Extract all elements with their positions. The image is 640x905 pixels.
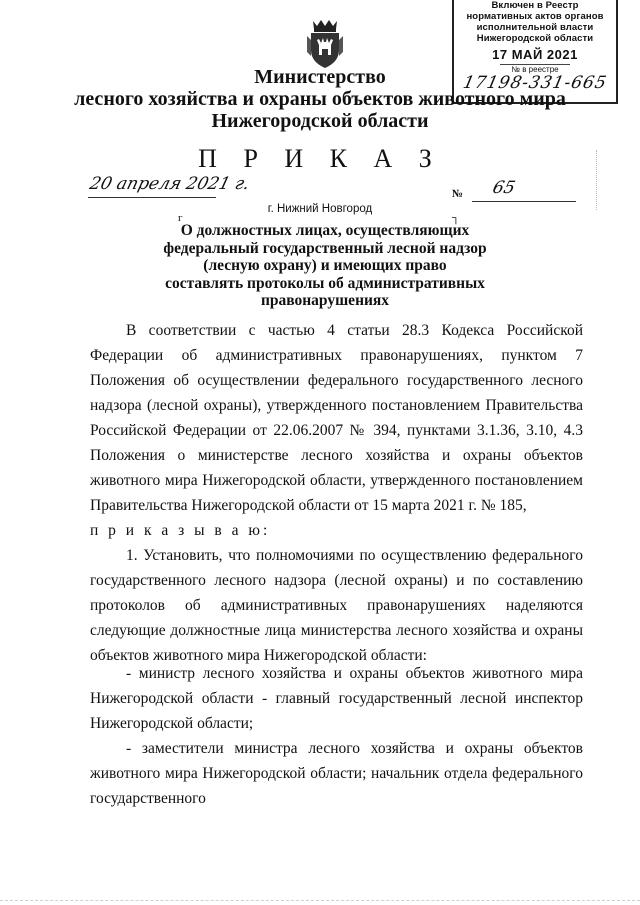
order-word: п р и к а з ы в а ю: xyxy=(90,522,271,539)
order-number-handwritten: 65 xyxy=(490,178,518,198)
stamp-registry-label: № в реестре xyxy=(500,64,570,74)
ministry-name-line-3: Нижегородской области xyxy=(211,110,429,132)
scan-edge-mark xyxy=(596,150,605,210)
document-type-title: П Р И К А З xyxy=(198,144,442,173)
coat-of-arms-icon xyxy=(305,18,345,70)
stamp-line-1: Включен в Реестр xyxy=(491,0,579,11)
subject-line-4: составлять протоколы об административных xyxy=(165,274,485,292)
city-line: г. Нижний Новгород xyxy=(267,203,373,215)
order-number-label: № xyxy=(452,188,464,200)
order-date-handwritten: 20 апреля 2021 г. xyxy=(87,174,252,194)
stamp-line-3: исполнительной власти xyxy=(476,22,594,33)
number-underline xyxy=(472,201,576,202)
subject-line-1: О должностных лицах, осуществляющих xyxy=(180,222,470,239)
subject-corner-left: г xyxy=(178,212,183,224)
subject-line-5: правонарушениях xyxy=(260,292,390,310)
stamp-date: 17 МАЙ 2021 xyxy=(492,47,578,62)
subject-corner-right: ┐ xyxy=(452,212,460,224)
ministry-name-line-2: лесного хозяйства и охраны объектов животного мира xyxy=(74,88,566,110)
ministry-name-line-1: Министерство xyxy=(254,66,386,88)
stamp-line-4: Нижегородской области xyxy=(476,33,594,44)
preamble-paragraph: В соответствии с частью 4 статьи 28.3 Кодекса Российской Федерации об административных правонарушениях, пунктом 7 Положения об осуществлении федерального государственного лесного надзора (лесной охраны), утвержденного постановлением Правительства Российской Федерации от 22.06.2007 № 394, пунктами 3.1.36, 3.10, 4.3 Положения о министерстве лесного хозяйства и охраны объектов животного мира Нижегородской области, утвержденного постановлением Правительства Нижегородской области от 15 марта 2021 г. № 185, xyxy=(90,322,583,514)
scan-bottom-edge xyxy=(0,900,640,901)
bullet-minister-paragraph: - министр лесного хозяйства и охраны объектов животного мира Нижегородской области - главный государственный лесной инспектор Нижегородской области; xyxy=(90,665,583,732)
order-subject xyxy=(150,222,500,310)
bullet-deputies-paragraph: - заместители министра лесного хозяйства и охраны объектов животного мира Нижегородской области; начальник отдела федерального государственного xyxy=(90,740,583,807)
subject-line-2: федеральный государственный лесной надзор xyxy=(163,239,487,257)
subject-line-3: (лесную охрану) и имеющих право xyxy=(203,257,447,275)
stamp-registry-number: 17198-331-665 xyxy=(461,73,609,93)
item-1-paragraph: 1. Установить, что полномочиями по осуществлению федерального государственного лесного надзора (лесной охраны) и по составлению протоколов об административных правонарушениях наделяются следующие должностные лица министерства лесного хозяйства и охраны объектов животного мира Нижегородской области: xyxy=(90,547,583,664)
date-underline xyxy=(88,197,216,198)
stamp-line-2: нормативных актов органов xyxy=(466,11,604,22)
